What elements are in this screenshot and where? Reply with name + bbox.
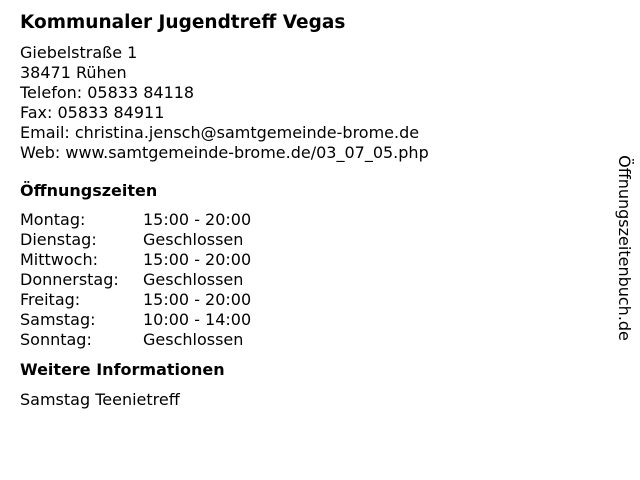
fax-number: Fax: 05833 84911 — [20, 103, 165, 122]
time-value: Geschlossen — [143, 230, 244, 249]
opening-hours-list — [20, 210, 600, 350]
further-information-heading: Weitere Informationen — [20, 360, 225, 379]
time-value: 15:00 - 20:00 — [143, 210, 252, 229]
day-label: Sonntag: — [20, 330, 92, 349]
website-address: Web: www.samtgemeinde-brome.de/03_07_05.php — [20, 143, 429, 162]
day-label: Samstag: — [20, 310, 96, 329]
further-information-text: Samstag Teenietreff — [20, 390, 180, 409]
opening-hours-card — [20, 10, 600, 410]
email-address: Email: christina.jensch@samtgemeinde-brome.de — [20, 123, 420, 142]
day-label: Dienstag: — [20, 230, 97, 249]
address-block — [20, 43, 600, 163]
street-address: Giebelstraße 1 — [20, 43, 138, 62]
time-value: Geschlossen — [143, 270, 244, 289]
hours-row-saturday — [20, 310, 600, 330]
time-value: Geschlossen — [143, 330, 244, 349]
time-value: 15:00 - 20:00 — [143, 250, 252, 269]
time-value: 15:00 - 20:00 — [143, 290, 252, 309]
site-brand-watermark — [610, 134, 638, 362]
business-title: Kommunaler Jugendtreff Vegas — [20, 12, 346, 33]
day-label: Montag: — [20, 210, 86, 229]
day-label: Mittwoch: — [20, 250, 98, 269]
city-postal-code: 38471 Rühen — [20, 63, 127, 82]
phone-number: Telefon: 05833 84118 — [20, 83, 195, 102]
hours-row-tuesday — [20, 230, 600, 250]
time-value: 10:00 - 14:00 — [143, 310, 252, 329]
site-brand-text: Öffnungszeitenbuch.de — [615, 155, 635, 341]
day-label: Donnerstag: — [20, 270, 119, 289]
hours-row-thursday — [20, 270, 600, 290]
hours-row-monday — [20, 210, 600, 230]
hours-row-friday — [20, 290, 600, 310]
day-label: Freitag: — [20, 290, 81, 309]
opening-hours-heading: Öffnungszeiten — [20, 181, 158, 200]
hours-row-wednesday — [20, 250, 600, 270]
hours-row-sunday — [20, 330, 600, 350]
